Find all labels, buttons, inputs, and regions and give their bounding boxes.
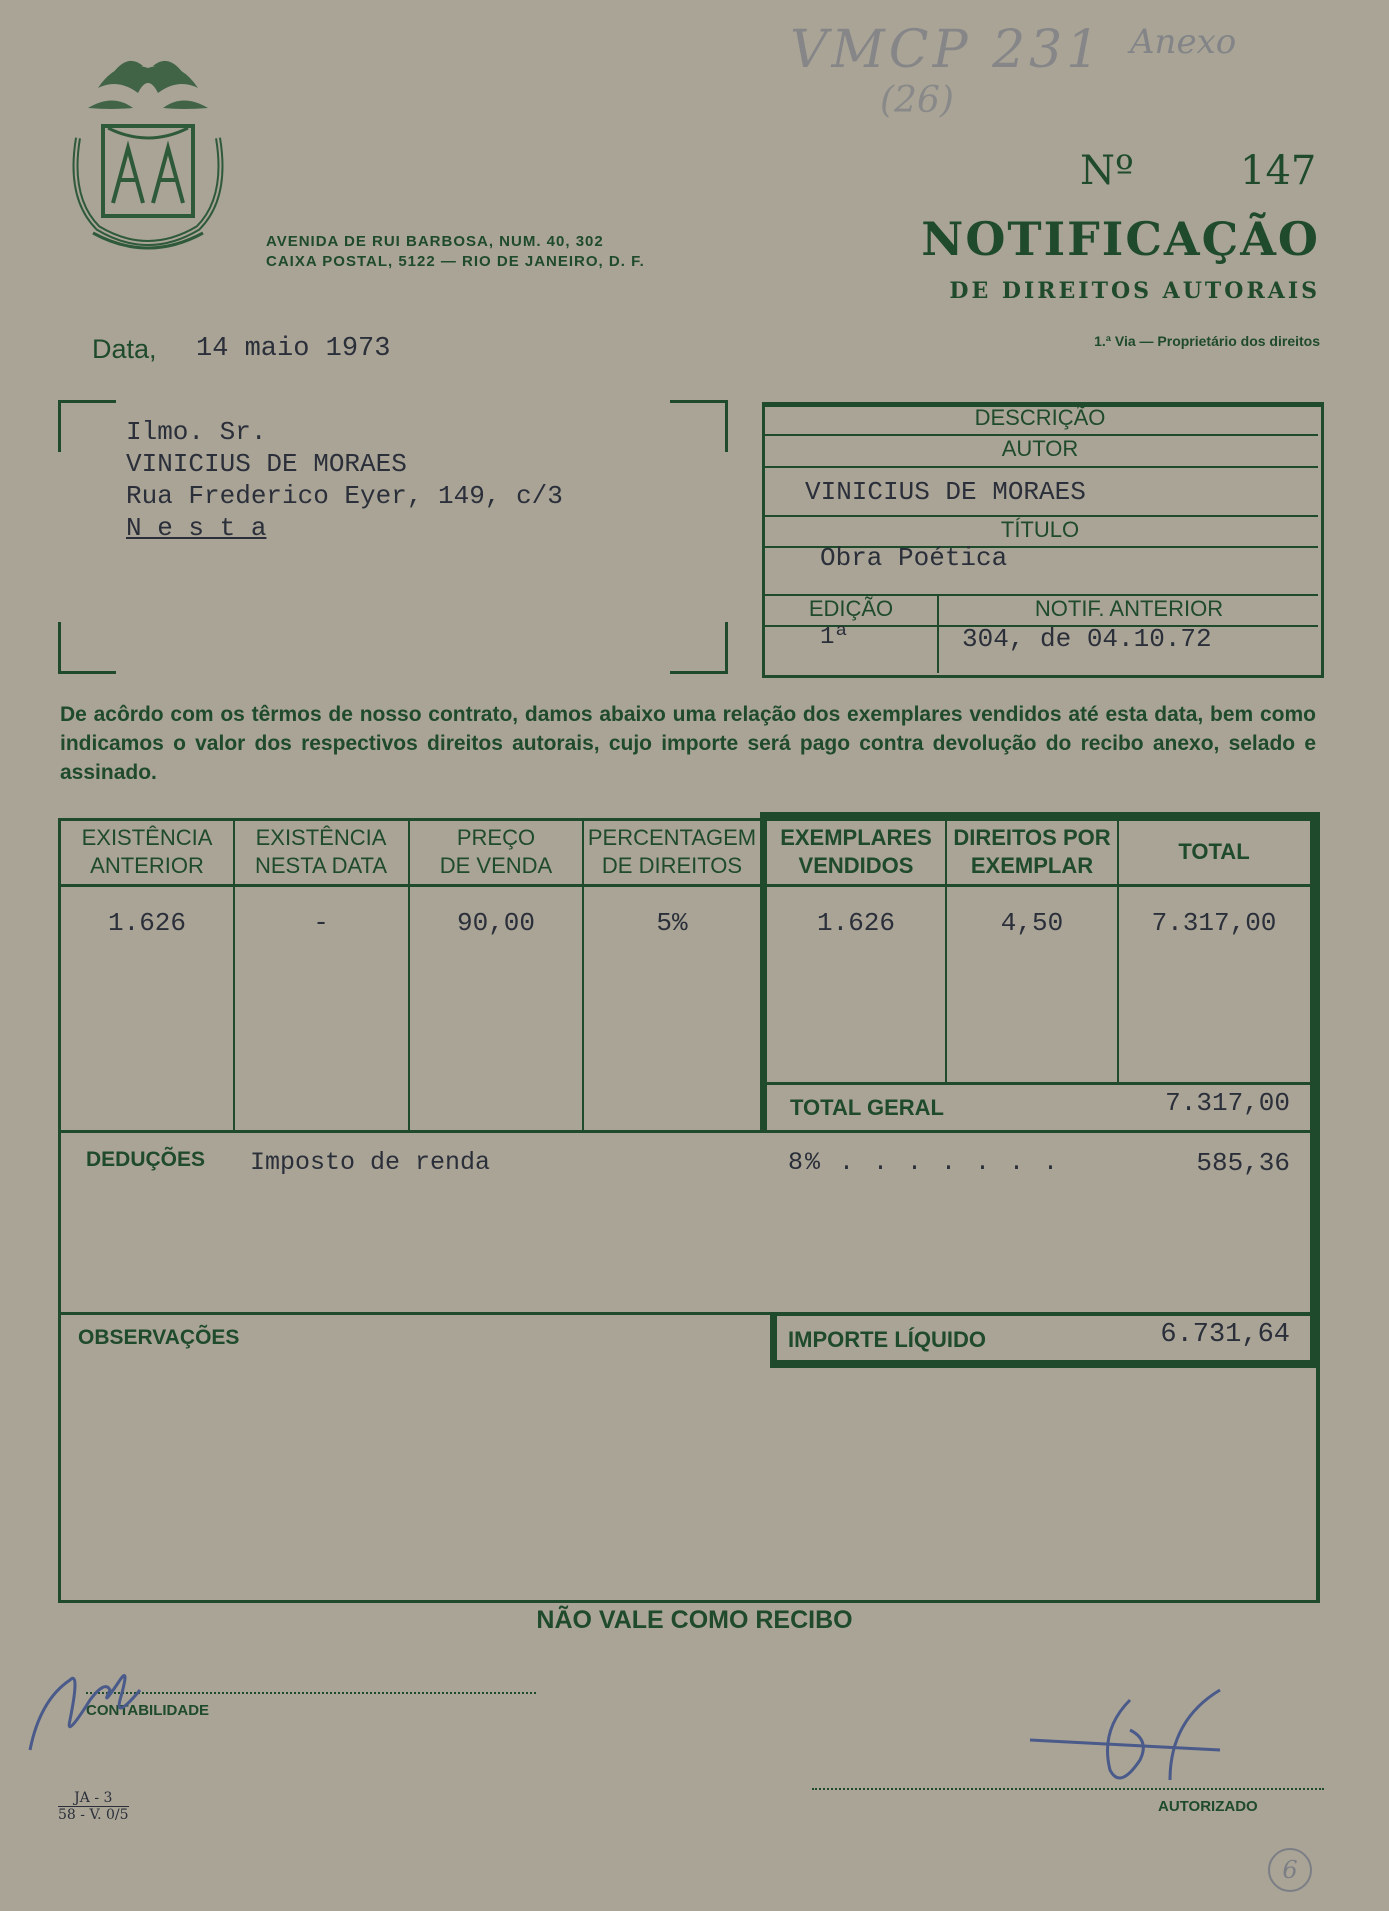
addressee-city: N e s t a (126, 513, 267, 543)
handwritten-signature-icon (20, 1640, 150, 1760)
totals-box-right-border (1310, 812, 1320, 1367)
deducoes-percentage: 8% . . . . . . . (788, 1148, 1061, 1177)
notif-anterior-value: 304, de 04.10.72 (962, 624, 1212, 654)
edicao-value: 1ª (820, 624, 849, 651)
autorizado-label: AUTORIZADO (1158, 1798, 1258, 1815)
address-line-2: CAIXA POSTAL, 5122 — RIO DE JANEIRO, D. F. (266, 253, 645, 270)
descricao-header: DESCRIÇÃO (974, 405, 1106, 430)
logo-emblem-icon (58, 48, 238, 278)
table-top-border (58, 818, 1320, 821)
addressee-street: Rua Frederico Eyer, 149, c/3 (126, 481, 563, 511)
address-line-1: AVENIDA DE RUI BARBOSA, NUM. 40, 302 (266, 233, 604, 250)
importe-liquido-label: IMPORTE LÍQUIDO (788, 1327, 986, 1352)
publisher-logo (58, 48, 238, 278)
via-label: 1.ª Via — Proprietário dos direitos (1094, 333, 1320, 349)
bracket-top-right (670, 400, 728, 403)
cell-exemplares: 1.626 (816, 908, 895, 938)
document-number: 147 (1240, 148, 1317, 194)
addressee-salutation: Ilmo. Sr. (126, 417, 267, 447)
date-label: Data, (92, 334, 157, 364)
autorizado-signature (1020, 1680, 1250, 1805)
cell-total: 7.317,00 (1151, 908, 1277, 938)
importe-liquido-value: 6.731,64 (1160, 1320, 1290, 1350)
notif-anterior-label: NOTIF. ANTERIOR (1034, 596, 1224, 621)
header-percentagem: PERCENTAGEM DE DIREITOS (587, 825, 757, 878)
handwritten-signature-icon (1020, 1680, 1250, 1800)
document-subtitle: DE DIREITOS AUTORAIS (949, 278, 1320, 304)
handwritten-note: Anexo (1130, 22, 1237, 62)
header-existencia-anterior: EXISTÊNCIA ANTERIOR (81, 825, 213, 878)
addressee-block (126, 416, 563, 544)
date-value: 14 maio 1973 (196, 334, 391, 364)
edicao-label: EDIÇÃO (808, 596, 894, 621)
cell-preco: 90,00 (456, 908, 535, 938)
nao-vale-como-recibo: NÃO VALE COMO RECIBO (536, 1606, 853, 1634)
totals-box-left-border (760, 812, 767, 1130)
cell-existencia-nesta-data: - (313, 908, 329, 938)
form-code (58, 1790, 129, 1823)
intro-paragraph: De acôrdo com os têrmos de nosso contrato, damos abaixo uma relação dos exemplares vendidos até esta data, bem como indicamos o valor dos respectivos direitos autorais, cujo importe será pago contra devolução do recibo anexo, selado e assinado. (60, 703, 1316, 784)
handwritten-sub: (26) (880, 80, 954, 121)
cell-existencia-anterior: 1.626 (107, 908, 186, 938)
header-direitos-por-exemplar: DIREITOS POR EXEMPLAR (953, 825, 1111, 878)
addressee-name: VINICIUS DE MORAES (126, 449, 407, 479)
autor-label: AUTOR (1001, 436, 1079, 461)
form-code-line2: 58 - V. 0/5 (58, 1807, 129, 1823)
header-preco-venda: PREÇO DE VENDA (439, 825, 553, 878)
cell-direitos: 4,50 (1000, 908, 1064, 938)
table-bottom-border (58, 1600, 1320, 1603)
observacoes-label: OBSERVAÇÕES (78, 1326, 240, 1349)
deducoes-item: Imposto de renda (250, 1148, 491, 1177)
form-code-line1: JA - 3 (58, 1790, 129, 1807)
contabilidade-signature-line (86, 1692, 536, 1694)
deducoes-label: DEDUÇÕES (86, 1148, 206, 1171)
handwritten-reference: VMCP 231 (790, 20, 1104, 80)
bracket-top-left (58, 400, 116, 403)
contabilidade-label: CONTABILIDADE (86, 1702, 210, 1719)
bracket-bottom-right (725, 622, 728, 674)
document-title: NOTIFICAÇÃO (921, 212, 1320, 266)
deducoes-value: 585,36 (1196, 1148, 1290, 1178)
bracket-bottom-left (58, 622, 61, 674)
handwritten-page-number: 6 (1268, 1848, 1312, 1892)
header-total: TOTAL (1178, 839, 1250, 864)
header-existencia-nesta-data: EXISTÊNCIA NESTA DATA (254, 825, 388, 878)
autor-value: VINICIUS DE MORAES (805, 477, 1086, 507)
contabilidade-signature (20, 1640, 150, 1765)
titulo-label: TÍTULO (1000, 517, 1080, 542)
cell-percentagem: 5% (656, 908, 688, 938)
header-exemplares-vendidos: EXEMPLARES VENDIDOS (780, 825, 932, 878)
titulo-value: Obra Poética (820, 543, 1008, 573)
total-geral-label: TOTAL GERAL (790, 1095, 944, 1120)
total-geral-value: 7.317,00 (1165, 1088, 1290, 1118)
number-label: Nº (1080, 148, 1134, 194)
